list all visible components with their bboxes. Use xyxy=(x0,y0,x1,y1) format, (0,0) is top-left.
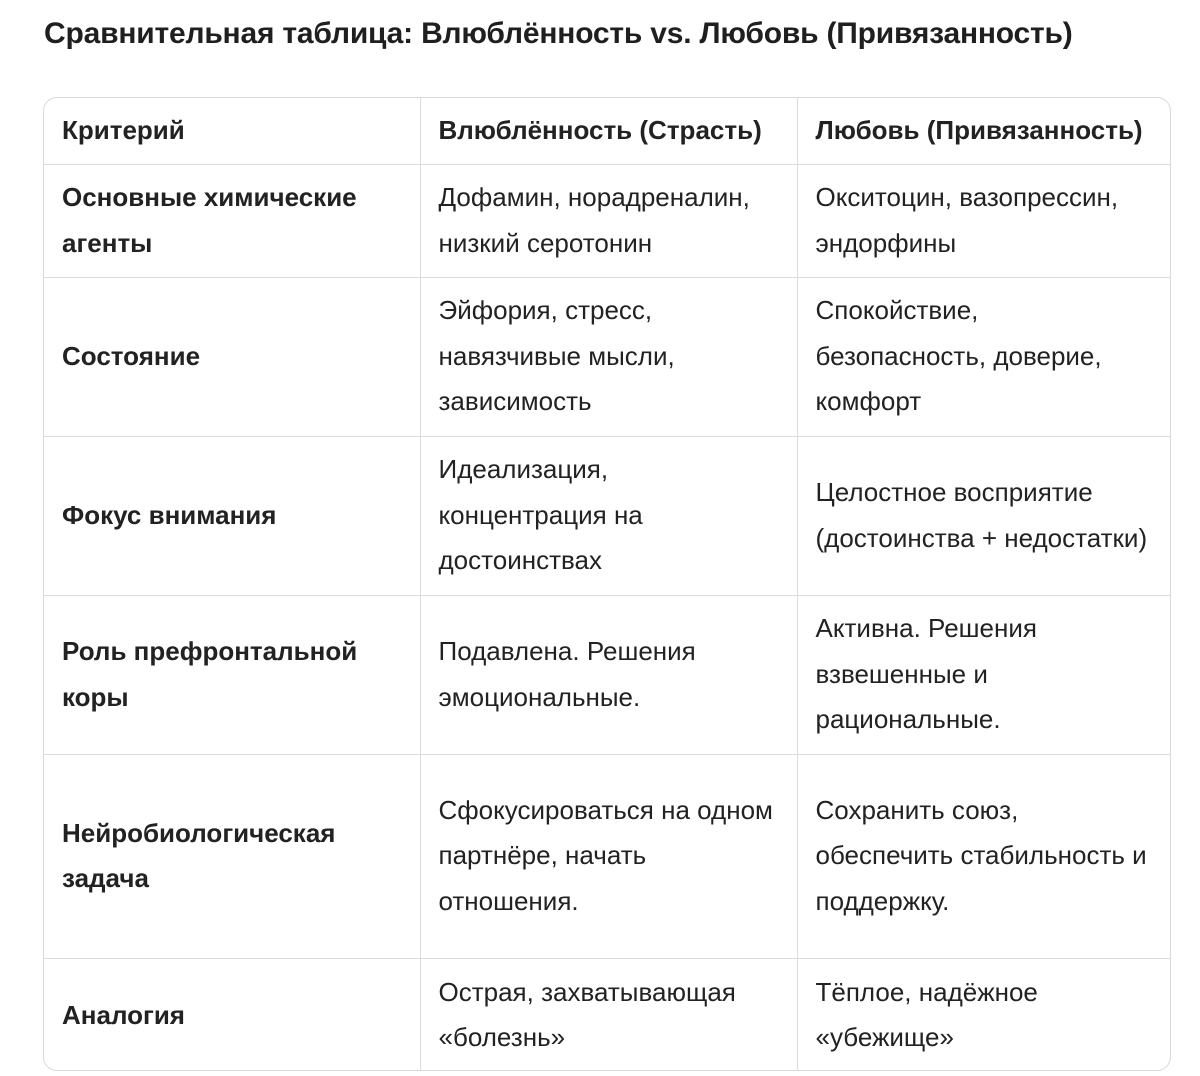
criterion-cell: Роль префронтальной коры xyxy=(44,595,420,754)
criterion-cell: Фокус внимания xyxy=(44,436,420,595)
infatuation-cell: Острая, захватывающая «болезнь» xyxy=(420,958,797,1071)
criterion-cell: Нейробиологическая задача xyxy=(44,754,420,958)
love-cell: Окситоцин, вазопрессин, эндорфины xyxy=(797,164,1170,277)
table-header-row xyxy=(44,98,1170,164)
page-title: Сравнительная таблица: Влюблённость vs. Любовь (Привязанность) xyxy=(44,17,1073,50)
table-row xyxy=(44,754,1170,958)
infatuation-cell: Эйфория, стресс, навязчивые мысли, зависимость xyxy=(420,277,797,436)
love-cell: Активна. Решения взвешенные и рациональные. xyxy=(797,595,1170,754)
table-row xyxy=(44,164,1170,277)
love-cell: Целостное восприятие (достоинства + недостатки) xyxy=(797,436,1170,595)
comparison-table-container xyxy=(43,97,1171,1071)
comparison-table xyxy=(44,98,1170,1071)
love-cell: Сохранить союз, обеспечить стабильность и поддержку. xyxy=(797,754,1170,958)
header-love: Любовь (Привязанность) xyxy=(797,98,1170,164)
infatuation-cell: Дофамин, норадреналин, низкий серотонин xyxy=(420,164,797,277)
header-infatuation: Влюблённость (Страсть) xyxy=(420,98,797,164)
criterion-cell: Состояние xyxy=(44,277,420,436)
infatuation-cell: Идеализация, концентрация на достоинствах xyxy=(420,436,797,595)
table-row xyxy=(44,958,1170,1071)
table-row xyxy=(44,595,1170,754)
header-criterion: Критерий xyxy=(44,98,420,164)
table-row xyxy=(44,277,1170,436)
infatuation-cell: Подавлена. Решения эмоциональные. xyxy=(420,595,797,754)
love-cell: Тёплое, надёжное «убежище» xyxy=(815,976,1038,1053)
infatuation-cell: Сфокусироваться на одном партнёре, начать отношения. xyxy=(420,754,797,958)
love-cell: Спокойствие, безопасность, доверие, комфорт xyxy=(797,277,1170,436)
criterion-cell: Основные химические агенты xyxy=(44,164,420,277)
criterion-cell: Аналогия xyxy=(44,958,420,1071)
table-row xyxy=(44,436,1170,595)
